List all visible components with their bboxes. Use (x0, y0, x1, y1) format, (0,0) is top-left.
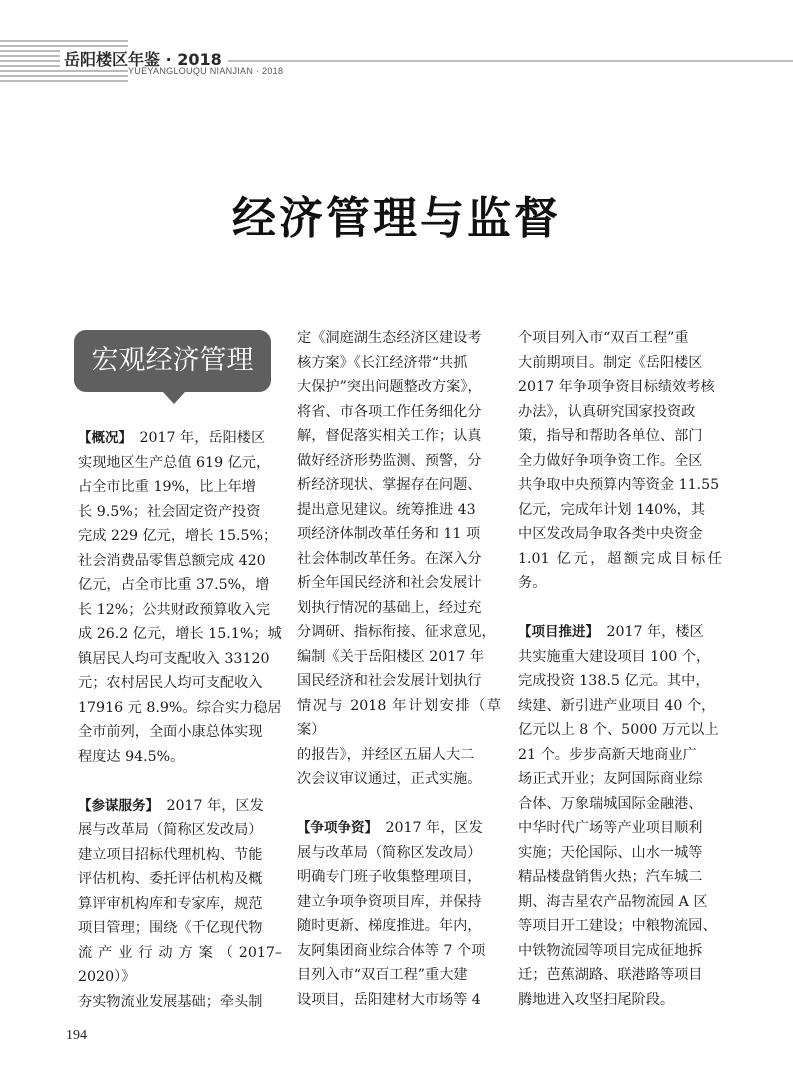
text-line: 续建、新引进产业项目 40 个， (518, 697, 716, 714)
text-line: 设项目，岳阳建材大市场等 4 (297, 991, 481, 1008)
text-line: 友阿集团商业综合体等 7 个项 (297, 942, 486, 959)
text-line: 共争取中央预算内等资金 11.55 (518, 477, 720, 493)
text-line: 析经济现状、掌握存在问题、 (297, 477, 482, 493)
text-line: 国民经济和社会发展计划执行 (297, 673, 482, 689)
text-line: 实现地区生产总值 619 亿元， (78, 454, 271, 471)
text-line: 析全年国民经济和社会发展计 (297, 575, 482, 591)
text-line: 合体、万象瑞城国际金融港、 (518, 795, 703, 812)
text-line: 社会体制改革任务。在深入分 (297, 550, 482, 567)
text-line: 中铁物流园等项目完成征地拆 (518, 942, 703, 959)
text-line: 长 9.5%；社会固定资产投资 (78, 503, 261, 520)
text-line: 项目管理；围绕《千亿现代物 (78, 920, 263, 936)
text-line: 解，督促落实相关工作；认真 (297, 428, 482, 444)
text-column-2 (297, 326, 501, 1012)
text-line: 元；农村居民人均可支配收入 (78, 675, 263, 691)
text-line: 期、海吉星农产品物流园 A 区 (518, 893, 708, 910)
text-line: 共实施重大建设项目 100 个， (518, 648, 711, 665)
text-column-1 (78, 426, 282, 1014)
text-line: 实施；天伦国际、山水一城等 (518, 844, 703, 861)
text-line: 【概况】 2017 年，岳阳楼区 (78, 430, 266, 446)
text-line: 个项目列入市“双百工程”重 (518, 330, 689, 346)
text-line: 提出意见建议。统筹推进 43 (297, 501, 476, 518)
text-line: 大保护”突出问题整改方案》， (297, 379, 482, 395)
text-line: 亿元，占全市比重 37.5%，增 (78, 577, 270, 593)
text-line: 完成投资 138.5 亿元。其中， (518, 673, 710, 689)
text-column-3 (518, 326, 722, 1012)
text-line: 情况与 2018 年计划安排（草案） (297, 697, 501, 738)
section-key-label: 【参谋服务】 (78, 797, 153, 814)
text-line: 【争项争资】 2017 年，区发 (297, 820, 483, 836)
text-line: 中华时代广场等产业项目顺利 (518, 820, 703, 836)
text-line: 大前期项目。制定《岳阳楼区 (518, 354, 703, 371)
text-line: 腾地进入攻坚扫尾阶段。 (518, 991, 675, 1008)
text-line: 1.01 亿元，超额完成目标任务。 (518, 550, 722, 591)
section-key-label: 【概况】 (78, 430, 126, 446)
text-line (518, 596, 722, 621)
text-line: 评估机构、委托评估机构及概 (78, 871, 263, 887)
chapter-title: 经济管理与监督 (232, 193, 561, 244)
text-line: 中区发改局争取各类中央资金 (518, 526, 703, 542)
text-line: 迁；芭蕉湖路、联港路等项目 (518, 967, 703, 983)
text-line (78, 769, 282, 794)
text-line: 2017 年争项争资目标绩效考核 (518, 379, 715, 395)
text-line: 次会议审议通过，正式实施。 (297, 771, 482, 787)
text-line: 核方案》《长江经济带“共抓 (297, 354, 468, 371)
text-line: 亿元，完成年计划 140%，其 (518, 501, 705, 518)
text-line: 项经济体制改革任务和 11 项 (297, 526, 481, 542)
text-line: 将省、市各项工作任务细化分 (297, 403, 482, 420)
text-line: 夯实物流业发展基础；牵头制 (78, 993, 263, 1010)
section-key-label: 【项目推进】 (518, 624, 593, 640)
text-line: 算评审机构库和专家库，规范 (78, 895, 263, 912)
text-line: 分调研、指标衔接、征求意见， (297, 624, 496, 640)
text-line: 17916 元 8.9%。综合实力稳居 (78, 699, 282, 716)
section-badge-pointer (163, 392, 185, 404)
text-line: 镇居民人均可支配收入 33120 (78, 650, 270, 667)
running-header-subtitle: YUEYANGLOUQU NIANJIAN · 2018 (128, 66, 284, 76)
text-line: 等项目开工建设；中粮物流园、 (518, 918, 717, 934)
text-line: 成 26.2 亿元，增长 15.1%；城 (78, 626, 282, 642)
text-line: 展与改革局（简称区发改局） (78, 822, 263, 838)
text-line: 场正式开业；友阿国际商业综 (518, 771, 703, 787)
text-line: 21 个。步步高新天地商业广 (518, 746, 697, 763)
text-line: 完成 229 亿元，增长 15.5%； (78, 528, 278, 544)
text-line: 展与改革局（简称区发改局） (297, 844, 482, 861)
section-key-label: 【争项争资】 (297, 820, 372, 836)
text-line: 随时更新、梯度推进。年内， (297, 918, 482, 934)
text-line: 流产业行动方案（2017–2020）》 (78, 944, 282, 985)
running-header-title: 岳阳楼区年鉴 · 2018 (60, 47, 228, 70)
text-line: 办法》，认真研究国家投资政 (518, 403, 696, 420)
text-line: 【参谋服务】 2017 年，区发 (78, 797, 264, 814)
page-number: 194 (66, 1028, 87, 1043)
text-line: 长 12%；公共财政预算收入完 (78, 601, 271, 618)
text-line: 建立项目招标代理机构、节能 (78, 846, 263, 863)
text-line: 的报告》，并经区五届人大二 (297, 746, 475, 763)
text-line: 目列入市“双百工程”重大建 (297, 967, 468, 983)
text-line: 占全市比重 19%，比上年增 (78, 479, 256, 495)
text-line: 社会消费品零售总额完成 420 (78, 552, 266, 569)
text-line: 划执行情况的基础上，经过充 (297, 599, 482, 616)
text-line: 程度达 94.5%。 (78, 748, 185, 765)
text-line: 亿元以上 8 个、5000 万元以上 (518, 722, 719, 738)
text-line: 策，指导和帮助各单位、部门 (518, 428, 703, 444)
text-line: 建立争项争资项目库，并保持 (297, 893, 482, 910)
text-line: 编制《关于岳阳楼区 2017 年 (297, 648, 485, 665)
text-line: 全市前列，全面小康总体实现 (78, 724, 263, 740)
text-line: 明确专门班子收集整理项目， (297, 869, 482, 885)
text-line: 【项目推进】 2017 年，楼区 (518, 624, 704, 640)
text-line: 精品楼盘销售火热；汽车城二 (518, 869, 703, 885)
text-line (297, 792, 501, 817)
section-badge: 宏观经济管理 (74, 330, 271, 392)
text-line: 做好经济形势监测、预警，分 (297, 452, 482, 469)
text-line: 定《洞庭湖生态经济区建设考 (297, 330, 482, 346)
text-line: 全力做好争项争资工作。全区 (518, 452, 703, 469)
